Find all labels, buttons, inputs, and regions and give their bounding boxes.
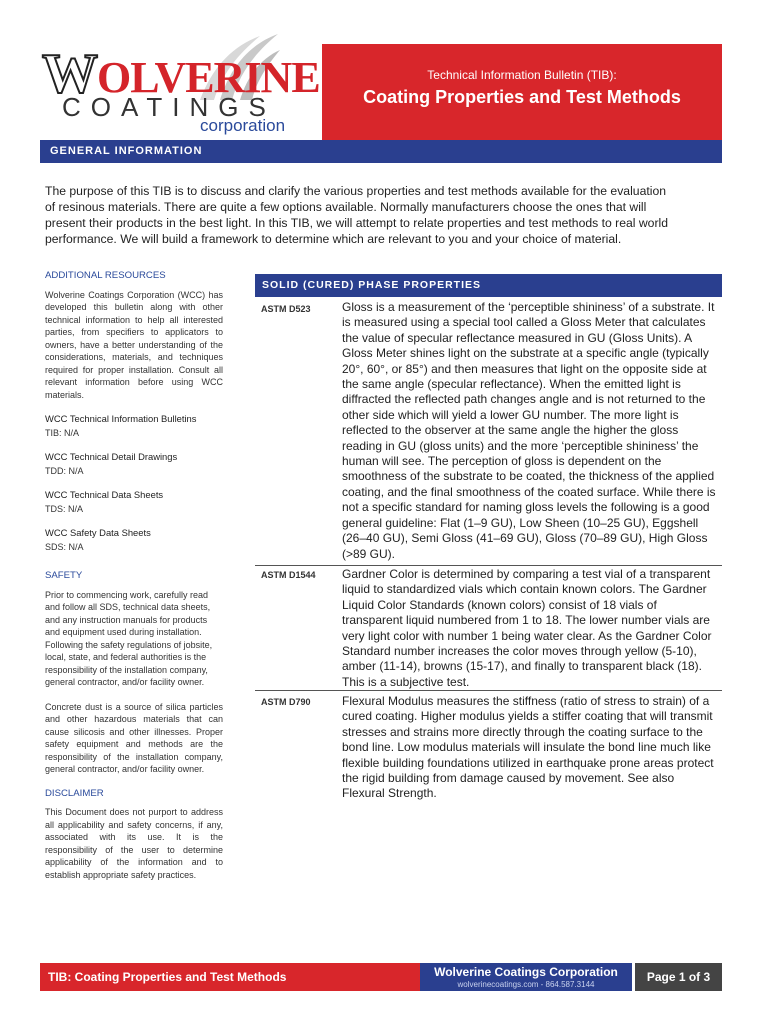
- resource-value: TDD: N/A: [45, 465, 84, 476]
- silica-text: Concrete dust is a source of silica particles and other hazardous materials that can cause silicosis and other illnesses. Proper safety equipment and methods are the responsibility of the installation company, general contractor, and/or facility owner.: [45, 701, 223, 774]
- general-info-text: [45, 183, 715, 247]
- disclaimer-heading: DISCLAIMER: [45, 787, 104, 799]
- resource-title: WCC Technical Detail Drawings: [45, 451, 178, 462]
- intro-line: present their products in the best light. In this TIB, we will attempt to relate properties and test methods to real world: [45, 216, 669, 230]
- safety-text: Prior to commencing work, carefully read and follow all SDS, technical data sheets, and any instruction manuals for products and equipment used during installation. Following the safety regulations of jobsite, local, state, and federal authorities is the responsibility of the installation company, general contractor, and/or facility owner.: [45, 589, 213, 687]
- footer-company: [420, 963, 632, 991]
- bulletin-subtitle: Technical Information Bulletin (TIB):: [427, 68, 617, 82]
- general-info-heading: GENERAL INFORMATION: [40, 140, 722, 163]
- property-description: Gloss is a measurement of the ‘perceptible shininess’ of a substrate. It is measured using a special tool called a Gloss Meter that calculates the value of specular reflectance measured in GU (Gloss Units). A Gloss Meter shines light on the substrate at a specific angle (typically 20°, 60°, or 85°) and then measures that light on the opposite side at the same angle (specular reflectance). When the emitted light is diffracted the reflected path changes angle and is not returned to the other side which will yield a lower GU number. The more light is reflected to the observer at the same angle the higher the gloss reading in GU (gloss units) and the more ‘perceptible shininess’ the human will see. The perception of gloss is dependent on the smoothness of the substrate to be coated, the thickness of the applied coating, and the final smoothness of the coated surface. While there is not a specific standard for naming gloss levels the following is a good general guideline: Flat (1–9 GU), Low Sheen (10–25 GU), Eggshell (26–40 GU), Semi Gloss (41–69 GU), Gloss (70–89 GU), High Gloss (>89 GU).: [342, 300, 716, 561]
- property-row: [255, 566, 722, 691]
- additional-resources-heading: ADDITIONAL RESOURCES: [45, 270, 166, 281]
- footer-company-name: Wolverine Coatings Corporation: [434, 965, 618, 979]
- property-row: [255, 300, 722, 566]
- resource-value: TDS: N/A: [45, 503, 84, 514]
- astm-code: ASTM D790: [261, 697, 311, 707]
- bulletin-title: Coating Properties and Test Methods: [363, 87, 681, 107]
- astm-code: ASTM D523: [261, 304, 311, 314]
- property-row: [255, 691, 722, 809]
- intro-line: The purpose of this TIB is to discuss and clarify the various properties and test methods available for the evaluation: [45, 184, 666, 198]
- logo-wordmark: WOLVERINE: [42, 43, 320, 105]
- footer-contact: wolverinecoatings.com - 864.587.3144: [457, 980, 595, 989]
- intro-line: of resinous materials. There are quite a few options available. Normally manufacturers choose the ones that will: [45, 200, 647, 214]
- resource-value: TIB: N/A: [45, 427, 80, 438]
- company-logo: [40, 38, 320, 138]
- resource-title: WCC Safety Data Sheets: [45, 527, 151, 538]
- logo-coatings: COATINGS: [62, 92, 276, 122]
- resource-title: WCC Technical Data Sheets: [45, 489, 164, 500]
- astm-code: ASTM D1544: [261, 570, 316, 580]
- safety-heading: SAFETY: [45, 570, 83, 581]
- properties-heading: SOLID (CURED) PHASE PROPERTIES: [255, 274, 722, 297]
- resource-title: WCC Technical Information Bulletins: [45, 413, 197, 424]
- sidebar: [45, 270, 223, 881]
- resource-value: SDS: N/A: [45, 541, 84, 552]
- bulletin-header: [322, 44, 722, 140]
- logo-corporation: corporation: [200, 116, 286, 135]
- disclaimer-text: This Document does not purport to address all applicability and safety concerns, if any, associated with its use. It is the responsibility of the user to determine applicability of the information and to establish appropriate safety practices.: [45, 807, 223, 880]
- additional-resources-text: Wolverine Coatings Corporation (WCC) has developed this bulletin along with other technical information to help all interested parties, from specifiers to applicators to owners, have a better understanding of the considerations, materials, and techniques required for proper installation. Consult all relevant information before using WCC materials.: [45, 289, 223, 400]
- footer-bulletin-title: TIB: Coating Properties and Test Methods: [40, 963, 440, 991]
- intro-line: performance. We will build a framework to determine which are relevant to you and your choice of material.: [45, 232, 622, 246]
- page-number: Page 1 of 3: [635, 963, 722, 991]
- property-description: Flexural Modulus measures the stiffness (ratio of stress to strain) of a cured coating. Higher modulus yields a stiffer coating that will transmit stresses and strains more directly through the coating surface to the bond line. Low modulus materials will insulate the bond line much like flexible building foundations utilized in earthquake prone areas protect the rigid building from damage caused by movement. See also Flexural Strength.: [342, 694, 714, 801]
- property-description: Gardner Color is determined by comparing a test vial of a transparent liquid to standardized vials which contain known colors. The Gardner Liquid Color Standards (known colors) consist of 18 vials of transparent liquid numbered from 1 to 18. The lower number vials are very light color with number 1 being water clear. As the Gardner Color Standard number increases the color moves through yellow (5-10), amber (11-14), browns (15-17), and finally to transparent black (18). This is a subjective test.: [342, 567, 712, 689]
